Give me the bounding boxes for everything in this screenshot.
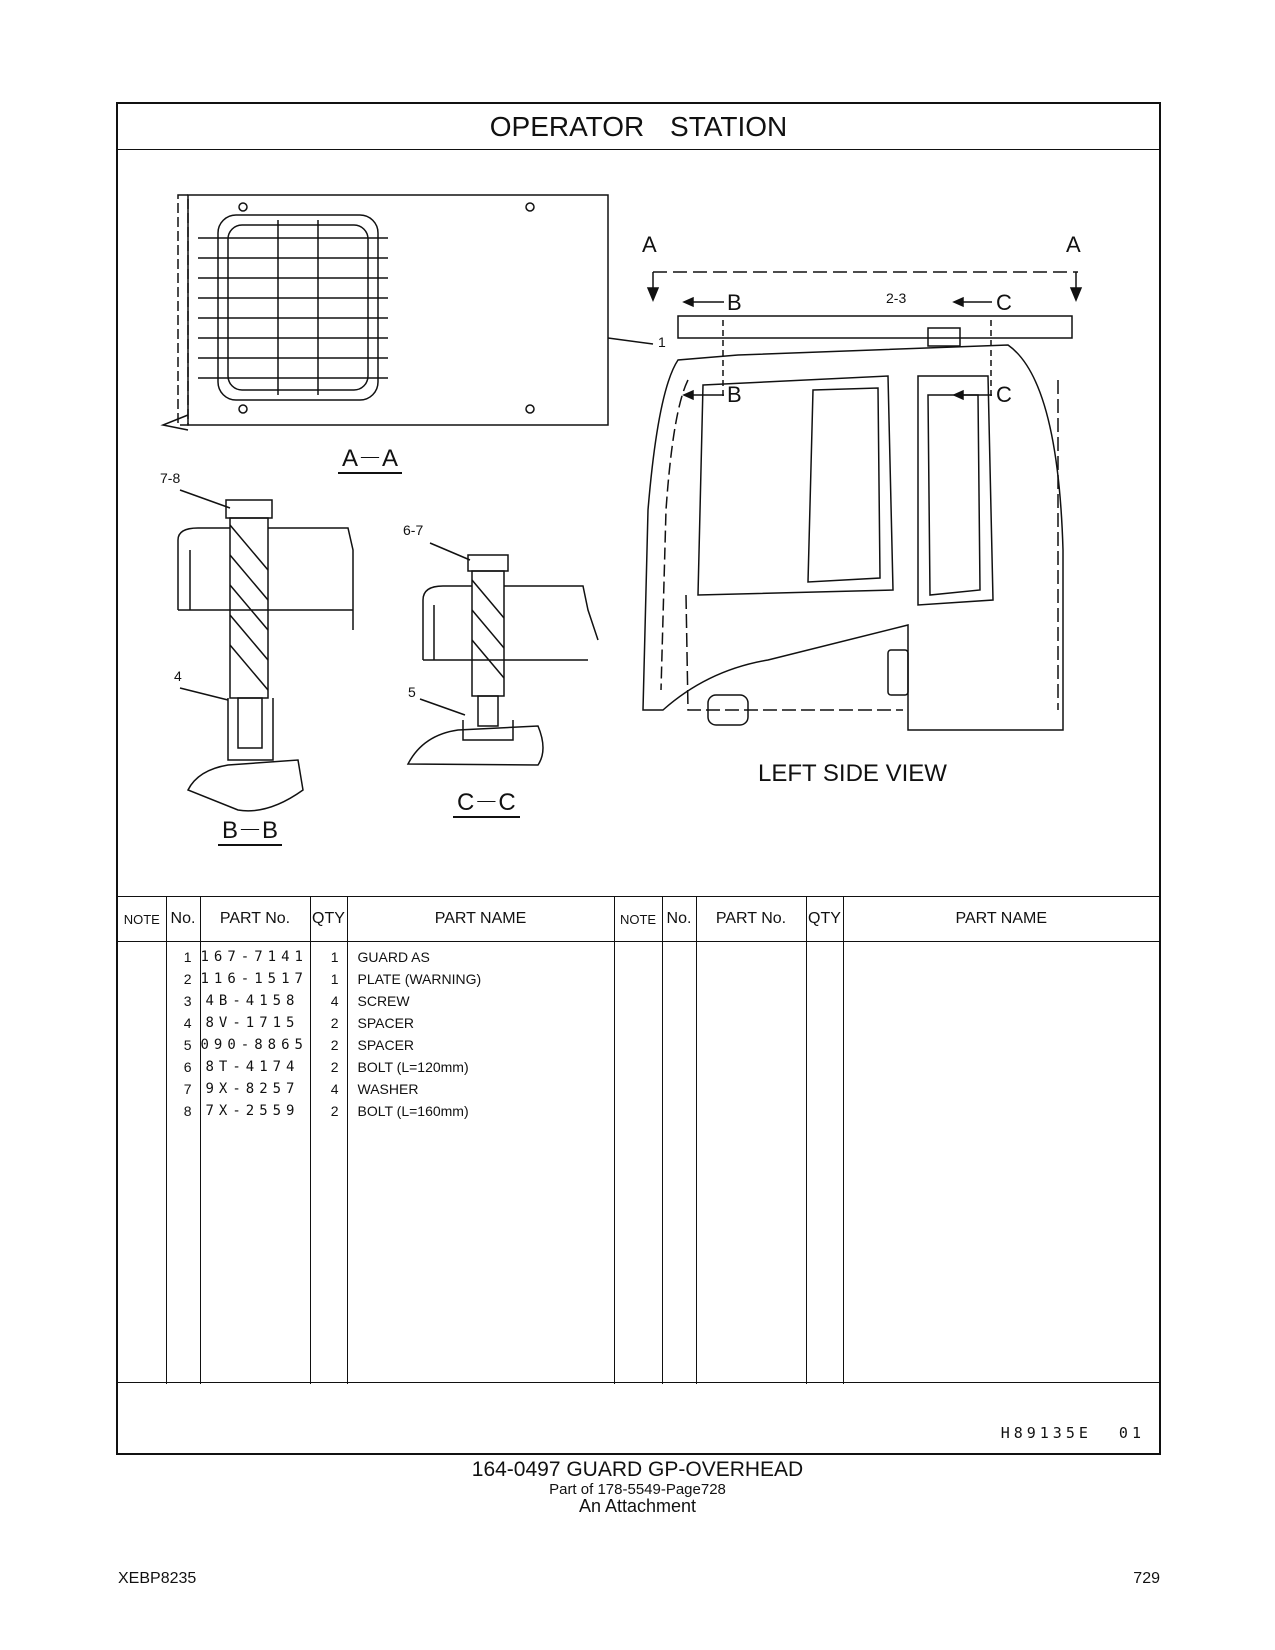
table-cell-part-no: 4B-4158: [205, 993, 300, 1009]
table-cell-part-no: 7X-2559: [205, 1103, 300, 1119]
table-cell-qty: 2: [330, 1059, 339, 1075]
group-reference: Part of 178-5549-Page728: [549, 1481, 726, 1498]
callout-7-8: 7-8: [160, 470, 181, 486]
part-number-column-right: [696, 942, 806, 1385]
drawing-linework: [118, 150, 1159, 896]
number-column: [166, 942, 200, 1385]
view-label-b-b: B－B: [218, 810, 282, 845]
callout-2-3: 2-3: [886, 290, 907, 306]
col-header-qty-right: QTY: [806, 897, 843, 942]
section-mark-a-right: A: [1066, 232, 1081, 257]
section-mark-b-bottom: B: [727, 382, 742, 407]
table-cell-part-no: 8V-1715: [205, 1015, 300, 1031]
table-cell-part-name: PLATE (WARNING): [357, 971, 482, 987]
callout-5: 5: [408, 684, 416, 700]
col-header-part-name-right: PART NAME: [843, 897, 1159, 942]
page-title: OPERATOR STATION: [118, 104, 1159, 150]
col-header-no: No.: [166, 897, 200, 942]
part-name-column: [347, 942, 614, 1385]
section-mark-a-left: A: [642, 232, 657, 257]
col-header-part-name: PART NAME: [347, 897, 614, 942]
illustration-code-box: [118, 1382, 1159, 1454]
callout-1: 1: [658, 334, 666, 350]
table-cell-part-name: GUARD AS: [357, 949, 430, 965]
note-column-right: [614, 942, 662, 1385]
section-mark-b-top: B: [727, 290, 742, 315]
table-body: [118, 942, 1159, 1385]
table-cell-no: 6: [183, 1059, 192, 1075]
view-label-left-side: LEFT SIDE VIEW: [758, 760, 947, 787]
col-header-note-right: NOTE: [614, 897, 662, 942]
section-mark-c-bottom: C: [996, 382, 1012, 407]
col-header-part-no-right: PART No.: [696, 897, 806, 942]
view-label-c-c: C－C: [453, 782, 520, 817]
illustration-code: H89135E 01: [1000, 1424, 1145, 1442]
note-column: [118, 942, 166, 1385]
table-cell-part-no: 090-8865: [200, 1037, 308, 1053]
table-cell-part-no: 116-1517: [200, 971, 308, 987]
table-cell-no: 5: [183, 1037, 192, 1053]
table-cell-part-name: BOLT (L=120mm): [357, 1059, 469, 1075]
table-cell-qty: 2: [330, 1015, 339, 1031]
table-cell-part-name: WASHER: [357, 1081, 419, 1097]
quantity-column: [310, 942, 347, 1385]
table-cell-part-name: SPACER: [357, 1015, 415, 1031]
group-title: 164-0497 GUARD GP-OVERHEAD: [471, 1458, 804, 1481]
table-cell-part-name: SCREW: [357, 993, 410, 1009]
callout-4: 4: [174, 668, 182, 684]
callout-6-7: 6-7: [403, 522, 424, 538]
table-cell-part-no: 167-7141: [200, 949, 308, 965]
col-header-no-right: No.: [662, 897, 696, 942]
table-cell-qty: 2: [330, 1037, 339, 1053]
number-column-right: [662, 942, 696, 1385]
table-cell-qty: 4: [330, 1081, 339, 1097]
table-cell-part-no: 8T-4174: [205, 1059, 300, 1075]
table-cell-no: 3: [183, 993, 192, 1009]
part-number-column: [200, 942, 310, 1385]
exploded-drawing: [118, 150, 1159, 896]
table-cell-no: 4: [183, 1015, 192, 1031]
parts-table: [118, 896, 1159, 1384]
section-mark-c-top: C: [996, 290, 1012, 315]
col-header-note: NOTE: [118, 897, 166, 942]
table-cell-part-name: BOLT (L=160mm): [357, 1103, 469, 1119]
table-cell-qty: 4: [330, 993, 339, 1009]
col-header-qty: QTY: [310, 897, 347, 942]
part-name-column-right: [843, 942, 1159, 1385]
table-cell-no: 8: [183, 1103, 192, 1119]
col-header-part-no: PART No.: [200, 897, 310, 942]
table-cell-part-name: SPACER: [357, 1037, 415, 1053]
quantity-column-right: [806, 942, 843, 1385]
table-cell-qty: 2: [330, 1103, 339, 1119]
table-cell-no: 2: [183, 971, 192, 987]
table-cell-part-no: 9X-8257: [205, 1081, 300, 1097]
document-id: XEBP8235: [118, 1570, 197, 1587]
table-cell-no: 1: [183, 949, 192, 965]
table-cell-no: 7: [183, 1081, 192, 1097]
view-label-a-a: A－A: [338, 438, 402, 473]
page-number: 729: [1133, 1570, 1160, 1587]
table-cell-qty: 1: [330, 949, 339, 965]
table-cell-qty: 1: [330, 971, 339, 987]
parts-sheet-frame: [116, 102, 1161, 1455]
table-header-row: [118, 897, 1159, 942]
attachment-label: An Attachment: [578, 1496, 697, 1516]
